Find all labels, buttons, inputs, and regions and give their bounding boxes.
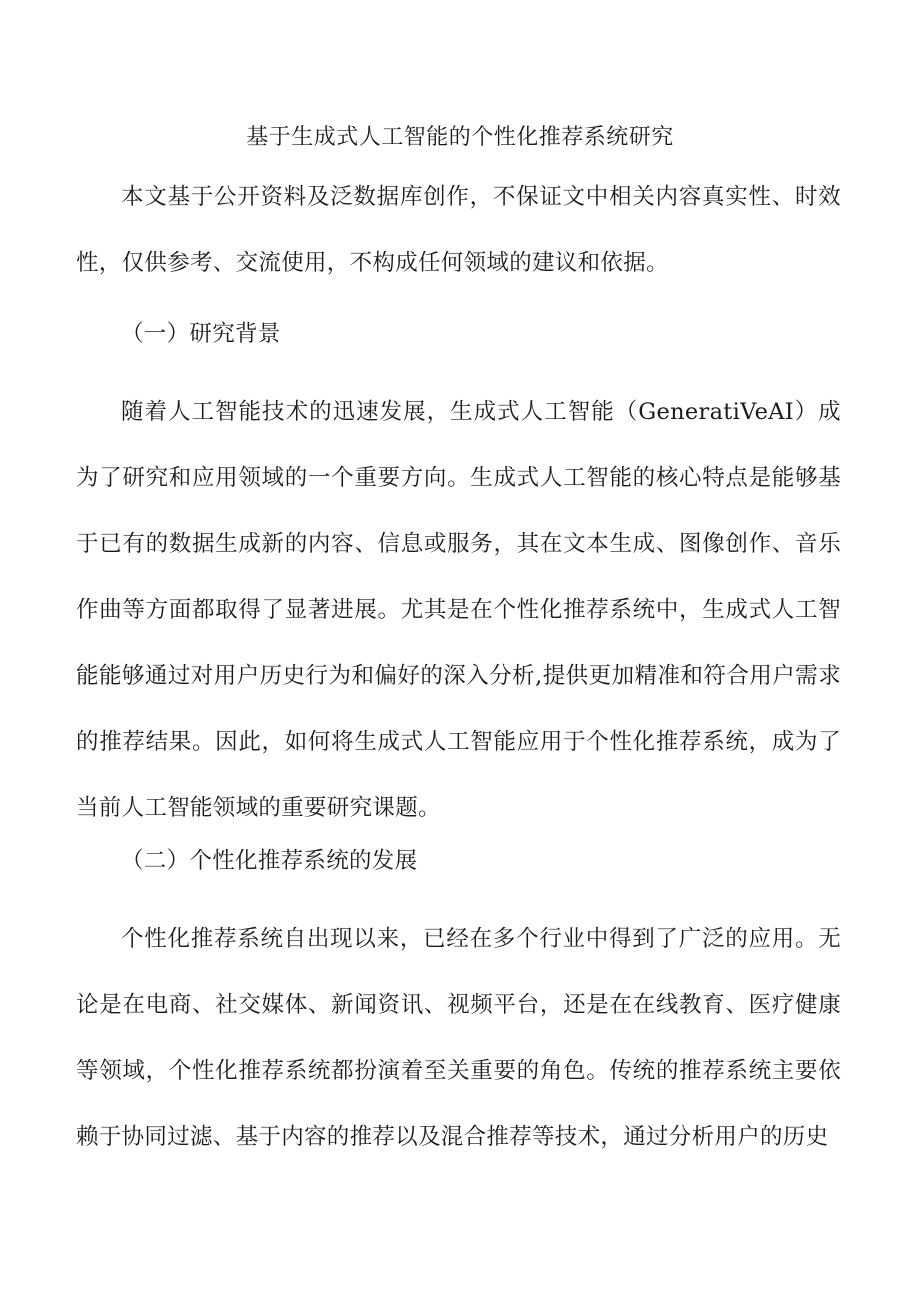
section-heading-recommender-development: （二）个性化推荐系统的发展 [121, 848, 418, 874]
document-title: 基于生成式人工智能的个性化推荐系统研究 [246, 125, 674, 150]
section-heading-research-background: （一）研究背景 [121, 321, 281, 347]
section-paragraph-recommender-development: 个性化推荐系统自出现以来，已经在多个行业中得到了广泛的应用。无论是在电商、社交媒体、新闻资讯、视频平台，还是在在线教育、医疗健康等领域，个性化推荐系统都扮演着至关重要的角色。传统的推荐系统主要依赖于协同过滤、基于内容的推荐以及混合推荐等技术，通过分析用户的历史 [76, 926, 841, 1150]
disclaimer-paragraph: 本文基于公开资料及泛数据库创作，不保证文中相关内容真实性、时效性，仅供参考、交流使用，不构成任何领域的建议和依据。 [76, 184, 841, 276]
section-paragraph-research-background: 随着人工智能技术的迅速发展，生成式人工智能（GeneratiVeAI）成为了研究和应用领域的一个重要方向。生成式人工智能的核心特点是能够基于已有的数据生成新的内容、信息或服务，其在文本生成、图像创作、音乐作曲等方面都取得了显著进展。尤其是在个性化推荐系统中，生成式人工智能能够通过对用户历史行为和偏好的深入分析,提供更加精准和符合用户需求的推荐结果。因此，如何将生成式人工智能应用于个性化推荐系统，成为了当前人工智能领域的重要研究课题。 [76, 399, 841, 821]
